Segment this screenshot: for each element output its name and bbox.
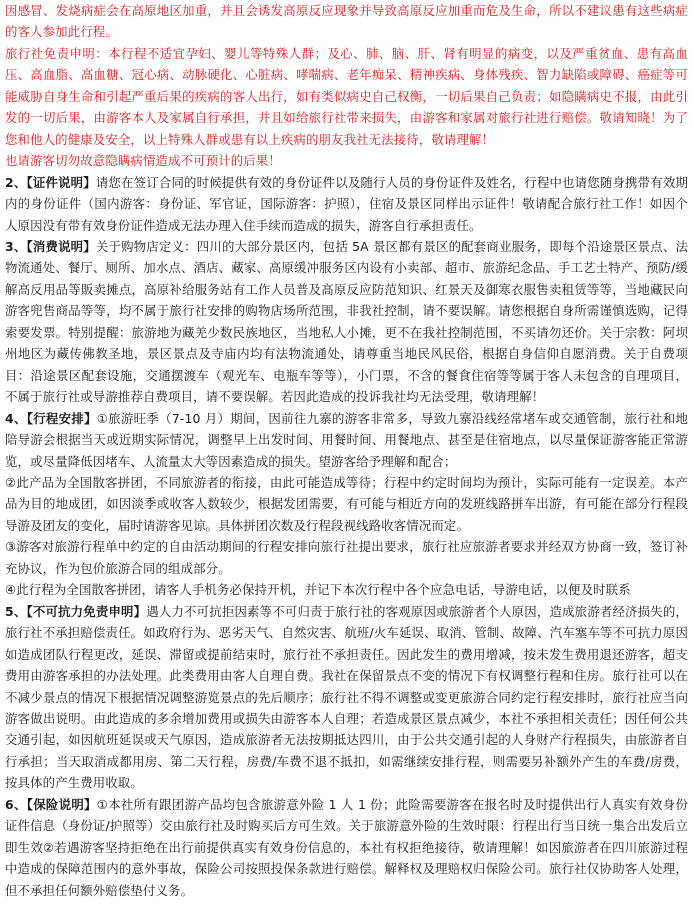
section-body: ①本社所有跟团游产品均包含旅游意外险 1 人 1 份；此险需要游客在报名时及时提供出行人真实有效身份证件信息（身份证/护照等）交由旅行社及时购买后方可生效。关于旅游意外险的生效时限：行程出行当日统一集合出发后立即生效②若遇游客坚持拒绝在出行前提供真实有效身份信息的，本社有权拒绝接待，敬请理解！如因旅游者在四川旅游过程中造成的保障范围内的意外事故，保险公司按照投保条款进行赔偿。解释权及理赔权归保险公司。旅行社仅协助客人处理，但不承担任何额外赔偿垫付义务。 — [5, 796, 688, 898]
itinerary-item-3: ③游客对旅游行程单中约定的自由活动期间的行程安排向旅行社提出要求，旅行社应旅游者要求并经双方协商一致，签订补充协议，作为包价旅游合同的组成部分。 — [5, 539, 688, 576]
section-number: 4、 — [5, 410, 27, 426]
section-force-majeure — [5, 601, 688, 794]
concealment-warning: 也请游客切勿故意隐瞒病情造成不可预计的后果！ — [5, 153, 281, 169]
document-body — [5, 0, 688, 901]
section-title: 【证件说明】 — [26, 174, 96, 190]
illness-warning-paragraph: 因感冒、发烧病症会在高原地区加重，并且会诱发高原反应现象并导致高原反应加重而危及生命，所以不建议患有这些病症的客人参加此行程。 — [5, 3, 688, 40]
disclaimer-paragraph: 旅行社免责申明：本行程不适宜孕妇、婴儿等特殊人群；及心、肺、脑、肝、肾有明显的病变，以及严重贫血、患有高血压、高血脂、高血糖、冠心病、动脉硬化、心脏病、哮喘病、老年痴呆、精神疾病、身体残疾、智力缺陷或障碍、癌症等可能威胁自身生命和引起严重后果的疾病的客人出行，如有类似病史自己权衡，一切后果自己负责；如隐瞒病史不报，由此引发的一切后果，由游客本人及家属自行承担，并且如给旅行社带来损失，由游客和家属对旅行社进行赔偿。敬请知晓！为了您和他人的健康及安全，以上特殊人群或患有以上疾病的朋友我社无法接待，敬请理解！ — [5, 45, 688, 147]
section-body: 遇人力不可抗拒因素等不可归责于旅行社的客观原因或旅游者个人原因，造成旅游者经济损失的，旅行社不承担赔偿责任。如政府行为、恶劣天气、自然灾害、航班/火车延误、取消、管制、故障、汽车塞车等不可抗力原因如造成团队行程更改，延误、滞留或提前结束时，旅行社不承担责任。因此发生的费用增减，按未发生费用退还游客，超支费用由游客承担的办法处理。此类费用由客人自理自费。我社在保留景点不变的情况下有权调整行程和住房。旅行社可以在不减少景点的情况下根据情况调整游览景点的先后顺序；旅行社不得不调整或变更旅游合同约定行程安排时，旅行社应当向游客做出说明。由此造成的多余增加费用或损失由游客本人自理；若造成景区景点减少，本社不承担相关责任；因任何公共交通引起，如因航班延误或天气原因，造成旅游者无法按期抵达四川，由于公共交通引起的人身财产行程损失，由旅游者自行承担；当天取消成都用房、第二天行程，房费/车费不退不抵扣，如需继续安排行程，则需要另补额外产生的车费/房费，按具体的产生费用收取。 — [5, 603, 688, 791]
section-title: 【不可抗力免责申明】 — [26, 603, 147, 619]
section-body: 关于购物店定义：四川的大部分景区内，包括 5A 景区都有景区的配套商业服务，即每个沿途景区景点、法物流通处、餐厅、厕所、加水点、酒店、藏家、高原缓冲服务区内设有小卖部、超市、旅游纪念品、手工艺土特产、预防/缓解高反用品等販卖摊点，高原补给服务站有工作人员普及高原反应防范知识、红景天及御寒衣服售卖租赁等等，当地藏民向游客兜售商品等等，均不属于旅行社安排的购物店场所范围，非我社控制，请不要误解。请您根据自身所需谨慎选购，记得索要发票。特别提醒：旅游地为藏羌少数民族地区，当地私人小摊，更不在我社控制范围，不买请勿还价。关于宗教：阿坝州地区为藏传佛教圣地，景区景点及寺庙内均有法物流通处，请尊重当地民风民俗，根据自身信仰自愿消费。关于自费项目：沿途景区配套设施，交通摆渡车（观光车、电瓶车等等），小门票，不含的餐食住宿等等属于客人未包含的自理项目，不属于旅行社或导游推荐自费项目，请不要误解。若因此造成的投诉我社均无法受理，敬请理解！ — [5, 238, 689, 405]
section-insurance — [5, 794, 688, 901]
section-number: 2、 — [5, 174, 27, 190]
section-title: 【消费说明】 — [26, 238, 96, 254]
section-body: ①旅游旺季（7-10 月）期间，因前往九寨的游客非常多，导致九寨沿线经常堵车或交通管制，旅行社和地陪导游会根据当天或近期实际情况，调整早上出发时间、用餐时间、用餐地点、甚至是住宿地点，以尽量保证游客能正常游览，或尽量降低因堵车、人流量太大等因素造成的损失。望游客给予理解和配合； — [5, 410, 688, 469]
section-body: 请您在签订合同的时候提供有效的身份证件以及随行人员的身份证件及姓名，行程中也请您随身携带有效期内的身份证件（国内游客：身份证、军官证，国际游客：护照），住宿及景区同样出示证件！敬请配合旅行社工作！如因个人原因没有带有效身份证件造成无法办理入住手续而造成的损失，游客自行承担责任。 — [5, 174, 688, 233]
section-itinerary — [5, 408, 688, 472]
section-number: 3、 — [5, 238, 27, 254]
section-consumption — [5, 236, 688, 408]
section-number: 5、 — [5, 603, 27, 619]
section-title: 【保险说明】 — [26, 796, 97, 812]
section-number: 6、 — [5, 796, 27, 812]
section-id-documents — [5, 172, 688, 236]
itinerary-item-4: ④此行程为全国散客拼团，请客人手机务必保持开机，并记下本次行程中各个应急电话，导游电话，以便及时联系 — [5, 582, 631, 598]
itinerary-item-2: ②此产品为全国散客拼团，不同旅游者的衔接，由此可能造成等待；行程中约定时间均为预计，实际可能有一定误差。本产品为目的地成团，如因淡季或收客人数较少，根据发团需要，有可能与相近方向的发班线路拼车出游，有可能在部分行程段导游及团友的变化，届时请游客见谅。具体拼团次数及行程段视线路收客情况而定。 — [5, 474, 688, 533]
section-title: 【行程安排】 — [26, 410, 97, 426]
